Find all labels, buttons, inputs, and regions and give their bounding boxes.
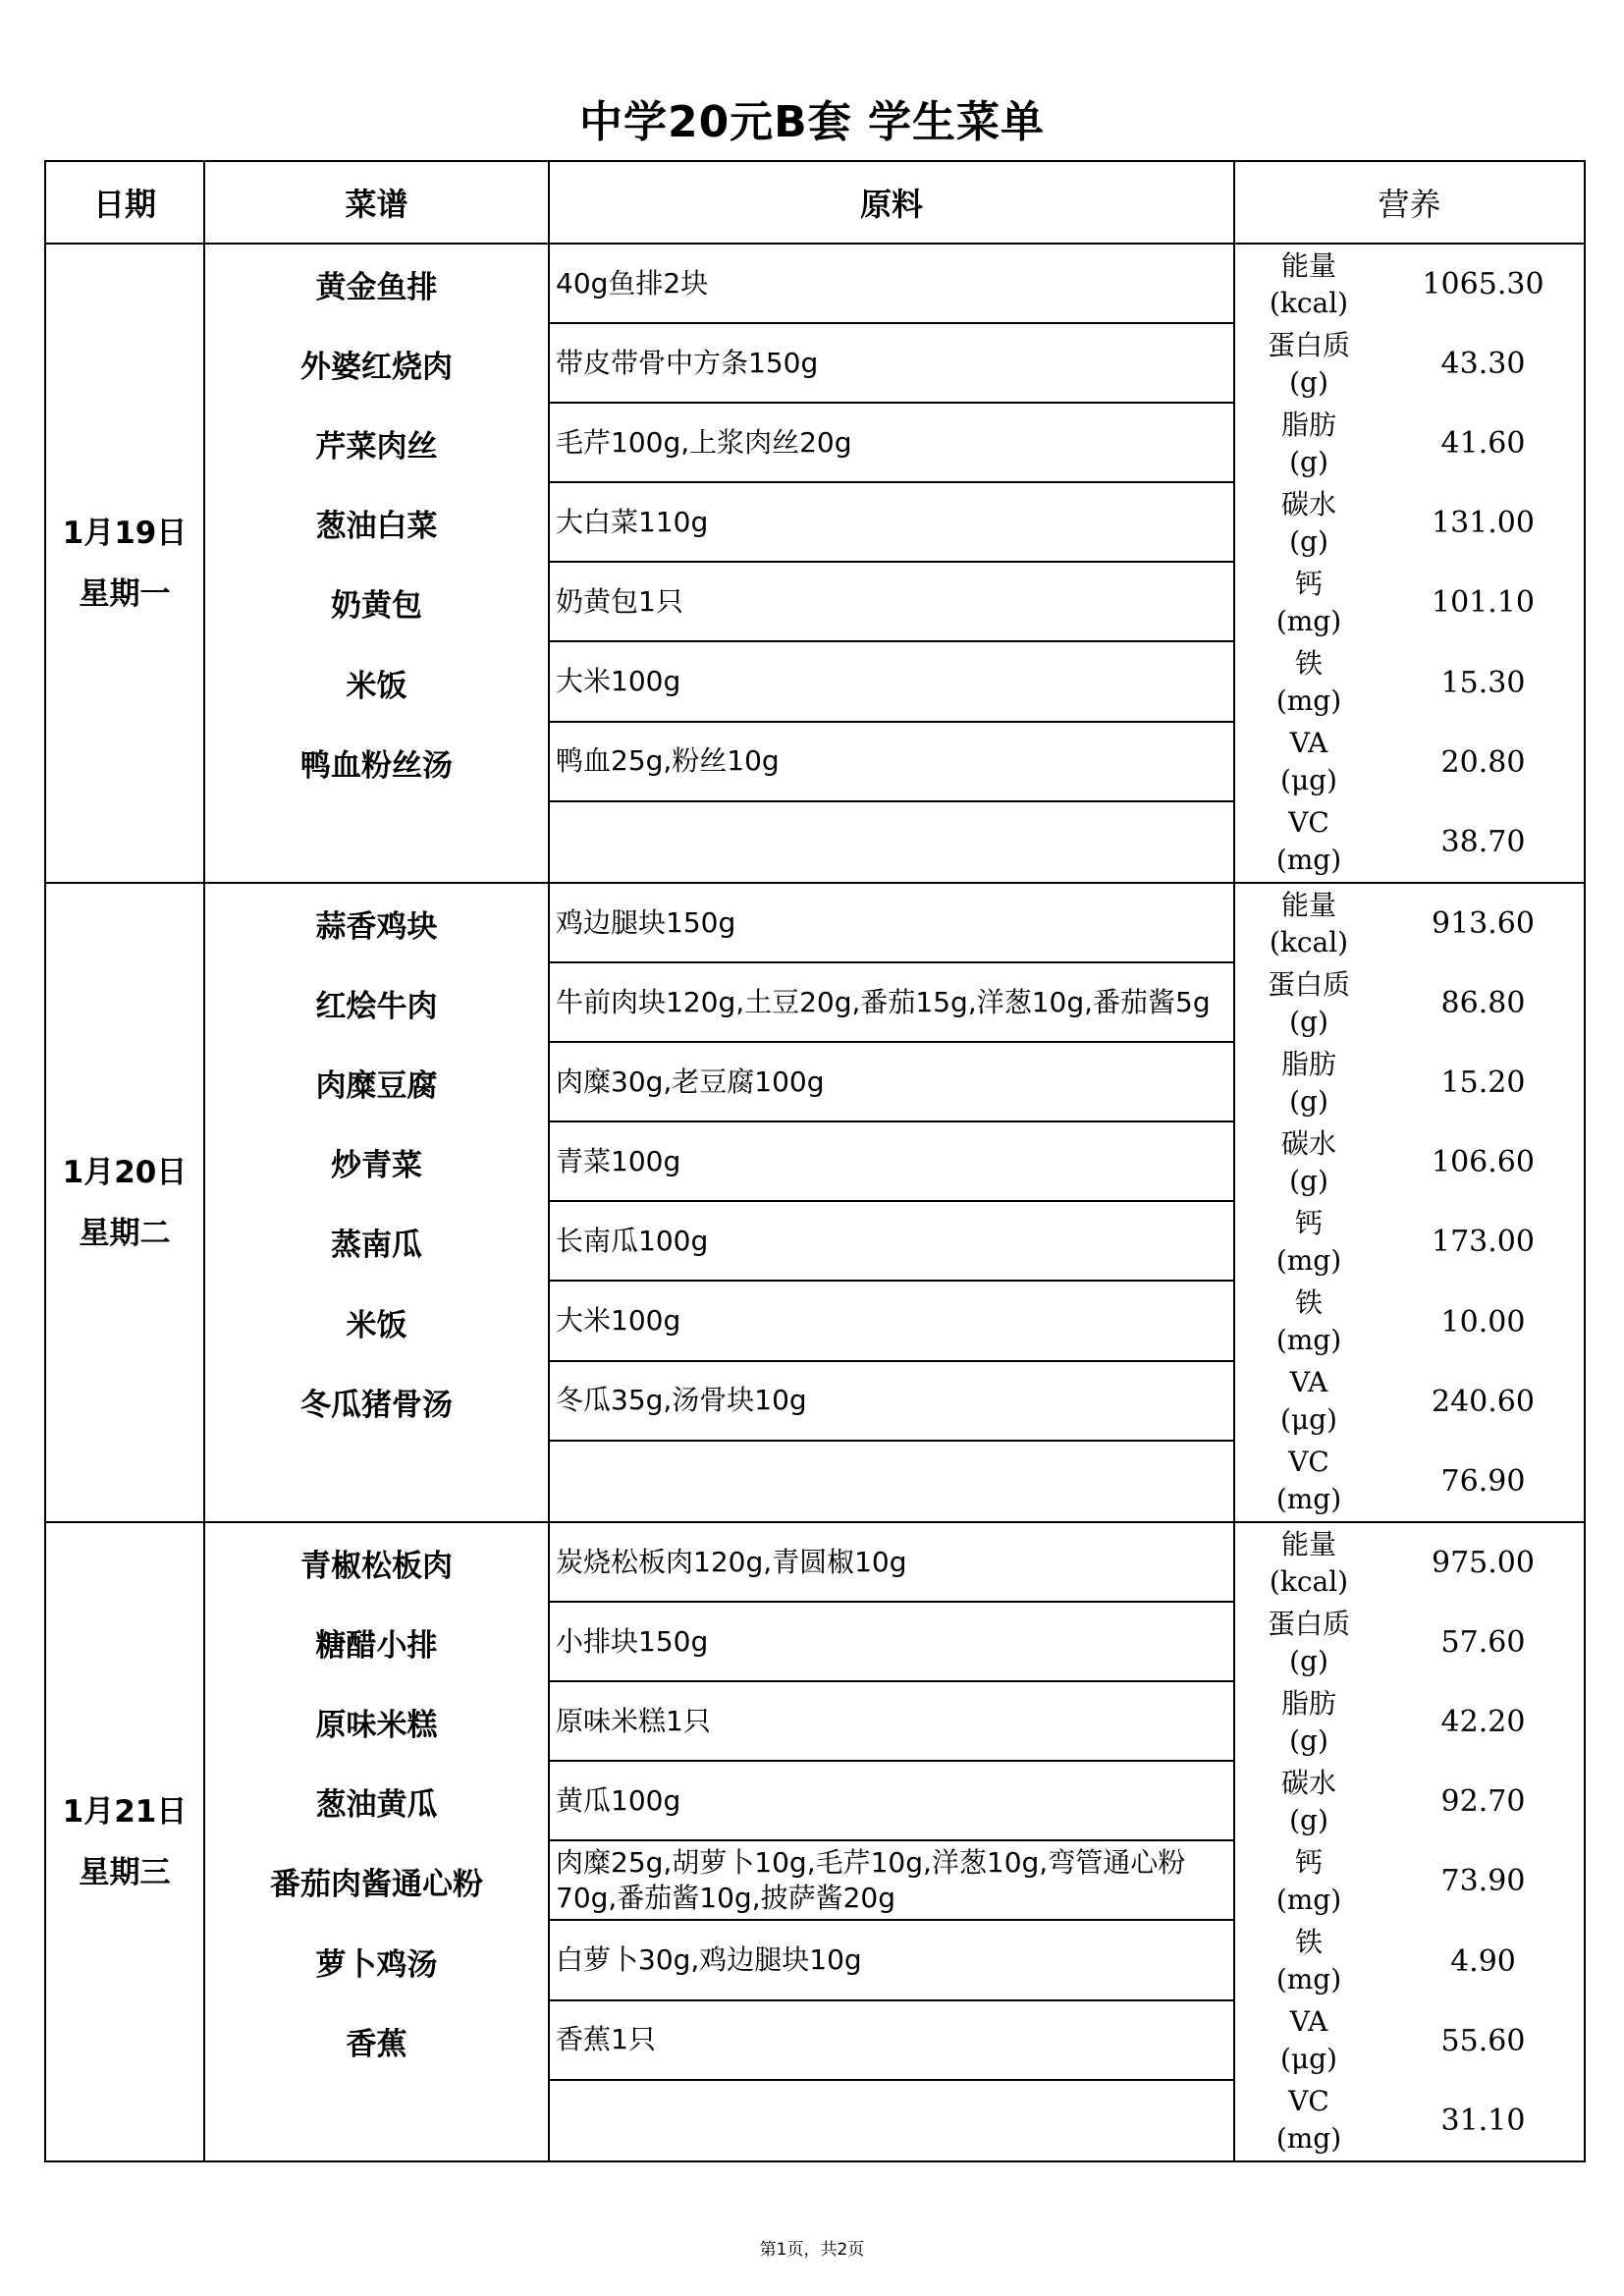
nutrient-name: 钙 xyxy=(1294,1845,1323,1879)
nutrient-value: 4.90 xyxy=(1450,1943,1516,1979)
nutrient-label xyxy=(1235,1685,1382,1760)
ingredient-row: 肉糜25g,胡萝卜10g,毛芹10g,洋葱10g,弯管通心粉70g,番茄酱10g,披萨酱20g xyxy=(550,1841,1233,1921)
nutrition-cell xyxy=(1234,1522,1585,2161)
nutrient-value: 42.20 xyxy=(1440,1705,1526,1740)
nutrition-cell xyxy=(1234,883,1585,1522)
nutrient-name: 能量 xyxy=(1280,888,1336,921)
ingredient-row xyxy=(550,2081,1233,2160)
nutrient-unit: (kcal) xyxy=(1269,925,1349,958)
ingredient-row: 大白菜110g xyxy=(550,483,1233,563)
ingredient-row: 40g鱼排2块 xyxy=(550,245,1233,324)
ingredient-row: 白萝卜30g,鸡边腿块10g xyxy=(550,1921,1233,2000)
nutrient-name: 钙 xyxy=(1294,567,1323,600)
dish-name: 黄金鱼排 xyxy=(315,270,438,306)
ingredient-row: 小排块150g xyxy=(550,1603,1233,1682)
dish-name: 冬瓜猪骨汤 xyxy=(300,1387,453,1423)
nutrition-row xyxy=(1235,884,1584,963)
weekday-label: 星期一 xyxy=(79,575,171,612)
nutrient-name: 碳水 xyxy=(1280,1766,1336,1799)
dish-name: 葱油黄瓜 xyxy=(315,1787,438,1824)
dish-name: 外婆红烧肉 xyxy=(300,350,453,386)
dish-name: 肉糜豆腐 xyxy=(315,1068,438,1105)
date-cell xyxy=(45,883,204,1522)
day-block xyxy=(45,1522,1585,2161)
nutrient-name: VC xyxy=(1288,806,1329,840)
menu-table xyxy=(44,160,1586,2162)
nutrient-name: VA xyxy=(1289,1366,1328,1399)
nutrient-name: 脂肪 xyxy=(1280,1047,1336,1080)
page-number: 第1页，共2页 xyxy=(759,2240,865,2260)
nutrient-unit: (g) xyxy=(1289,365,1328,399)
ingredient-row: 牛前肉块120g,土豆20g,番茄15g,洋葱10g,番茄酱5g xyxy=(550,963,1233,1043)
nutrition-row xyxy=(1235,1043,1584,1122)
ingredient-row: 香蕉1只 xyxy=(550,2001,1233,2081)
nutrient-value: 106.60 xyxy=(1432,1145,1535,1180)
nutrition-row xyxy=(1235,723,1584,802)
nutrient-name: 蛋白质 xyxy=(1267,1607,1350,1640)
nutrient-value: 975.00 xyxy=(1432,1546,1535,1581)
nutrient-label xyxy=(1235,1844,1382,1919)
nutrition-row xyxy=(1235,404,1584,483)
dish-name: 红烩牛肉 xyxy=(315,989,438,1025)
date-label: 1月21日 xyxy=(62,1793,188,1830)
header-nutrition: 营养 xyxy=(1234,161,1585,244)
nutrient-unit: (mg) xyxy=(1275,1883,1342,1916)
ingredient-row: 黄瓜100g xyxy=(550,1762,1233,1841)
nutrient-label xyxy=(1235,1765,1382,1839)
nutrient-label xyxy=(1235,1364,1382,1439)
nutrient-unit: (mg) xyxy=(1275,1324,1342,1357)
nutrient-label xyxy=(1235,1924,1382,1998)
dish-name: 蒜香鸡块 xyxy=(315,909,438,946)
nutrient-name: 蛋白质 xyxy=(1267,328,1350,361)
ingredient-row: 长南瓜100g xyxy=(550,1202,1233,1282)
nutrient-unit: (mg) xyxy=(1275,684,1342,718)
nutrition-row xyxy=(1235,324,1584,404)
dish-name: 原味米糕 xyxy=(315,1708,438,1744)
header-ingredients: 原料 xyxy=(549,161,1234,244)
nutrition-row xyxy=(1235,802,1584,882)
weekday-label: 星期三 xyxy=(79,1854,171,1890)
nutrient-unit: (μg) xyxy=(1280,764,1337,797)
nutrient-label xyxy=(1235,1606,1382,1680)
nutrient-label xyxy=(1235,2003,1382,2078)
nutrition-row xyxy=(1235,1442,1584,1521)
nutrient-label xyxy=(1235,1444,1382,1518)
nutrient-value: 15.20 xyxy=(1440,1066,1526,1101)
ingredient-row: 肉糜30g,老豆腐100g xyxy=(550,1043,1233,1122)
nutrient-value: 173.00 xyxy=(1432,1225,1535,1260)
nutrient-unit: (g) xyxy=(1289,1803,1328,1836)
nutrient-label xyxy=(1235,486,1382,561)
dish-name: 萝卜鸡汤 xyxy=(315,1946,438,1983)
nutrition-row xyxy=(1235,1841,1584,1921)
nutrition-row xyxy=(1235,1523,1584,1603)
nutrient-unit: (mg) xyxy=(1275,1963,1342,1996)
day-block xyxy=(45,883,1585,1522)
nutrient-value: 913.60 xyxy=(1432,906,1535,942)
nutrition-row xyxy=(1235,1921,1584,2000)
nutrient-label xyxy=(1235,327,1382,402)
nutrient-label xyxy=(1235,1526,1382,1601)
nutrient-unit: (mg) xyxy=(1275,1483,1342,1516)
nutrient-value: 76.90 xyxy=(1440,1463,1526,1499)
nutrient-unit: (g) xyxy=(1289,445,1328,478)
nutrition-row xyxy=(1235,1122,1584,1202)
nutrient-unit: (mg) xyxy=(1275,2122,1342,2156)
nutrient-value: 41.60 xyxy=(1440,426,1526,462)
nutrient-label xyxy=(1235,247,1382,322)
ingredient-row xyxy=(550,802,1233,882)
ingredient-row: 炭烧松板肉120g,青圆椒10g xyxy=(550,1523,1233,1603)
dish-name: 葱油白菜 xyxy=(315,509,438,545)
nutrient-value: 10.00 xyxy=(1440,1304,1526,1339)
nutrient-label xyxy=(1235,887,1382,961)
nutrient-value: 131.00 xyxy=(1432,506,1535,541)
nutrient-name: 钙 xyxy=(1294,1206,1323,1239)
nutrient-label xyxy=(1235,1125,1382,1200)
nutrition-row xyxy=(1235,1682,1584,1762)
nutrient-value: 38.70 xyxy=(1440,824,1526,859)
dish-cell xyxy=(204,1522,549,2161)
ingredient-row: 带皮带骨中方条150g xyxy=(550,324,1233,404)
dish-name: 奶黄包 xyxy=(331,588,422,625)
ingredient-row: 大米100g xyxy=(550,1282,1233,1361)
nutrient-unit: (μg) xyxy=(1280,1403,1337,1437)
nutrient-label xyxy=(1235,966,1382,1041)
dish-name xyxy=(205,1442,548,1521)
nutrient-name: VA xyxy=(1289,2005,1328,2039)
dish-name: 芹菜肉丝 xyxy=(315,429,438,465)
nutrient-value: 15.30 xyxy=(1440,665,1526,700)
nutrient-value: 240.60 xyxy=(1432,1384,1535,1419)
nutrient-value: 20.80 xyxy=(1440,744,1526,780)
nutrition-row xyxy=(1235,1362,1584,1442)
nutrition-row xyxy=(1235,563,1584,642)
header-date: 日期 xyxy=(45,161,204,244)
nutrient-label xyxy=(1235,1046,1382,1121)
nutrient-unit: (mg) xyxy=(1275,604,1342,637)
nutrition-row xyxy=(1235,245,1584,324)
table-header-row xyxy=(45,161,1585,244)
nutrient-name: 脂肪 xyxy=(1280,1686,1336,1720)
nutrient-name: 碳水 xyxy=(1280,1126,1336,1160)
dish-name: 香蕉 xyxy=(346,2026,407,2062)
nutrient-label xyxy=(1235,645,1382,720)
nutrient-unit: (g) xyxy=(1289,1723,1328,1757)
nutrient-unit: (g) xyxy=(1289,1084,1328,1118)
ingredient-row: 毛芹100g,上浆肉丝20g xyxy=(550,404,1233,483)
nutrient-label xyxy=(1235,407,1382,481)
nutrition-row xyxy=(1235,2081,1584,2160)
nutrition-row xyxy=(1235,1202,1584,1282)
ingredient-row: 原味米糕1只 xyxy=(550,1682,1233,1762)
nutrient-value: 73.90 xyxy=(1440,1864,1526,1899)
dish-name xyxy=(205,2081,548,2160)
ingredients-cell xyxy=(549,244,1234,883)
nutrient-value: 86.80 xyxy=(1440,986,1526,1021)
dish-name: 炒青菜 xyxy=(331,1148,422,1184)
day-block xyxy=(45,244,1585,883)
nutrition-row xyxy=(1235,1603,1584,1682)
header-dish: 菜谱 xyxy=(204,161,549,244)
ingredient-row: 冬瓜35g,汤骨块10g xyxy=(550,1362,1233,1442)
dish-name: 鸭血粉丝汤 xyxy=(300,747,453,784)
nutrition-row xyxy=(1235,642,1584,722)
date-label: 1月19日 xyxy=(62,515,188,551)
nutrition-row xyxy=(1235,2001,1584,2081)
nutrient-unit: (g) xyxy=(1289,524,1328,558)
nutrient-name: VC xyxy=(1288,1446,1329,1479)
nutrient-name: VA xyxy=(1289,727,1328,760)
nutrient-name: 蛋白质 xyxy=(1267,967,1350,1001)
ingredient-row: 鸡边腿块150g xyxy=(550,884,1233,963)
nutrient-unit: (kcal) xyxy=(1269,286,1349,319)
dish-name: 青椒松板肉 xyxy=(300,1549,453,1585)
nutrient-label xyxy=(1235,1205,1382,1280)
ingredients-cell xyxy=(549,1522,1234,2161)
nutrient-value: 1065.30 xyxy=(1422,267,1544,302)
date-cell xyxy=(45,244,204,883)
nutrition-row xyxy=(1235,1282,1584,1361)
ingredient-row: 奶黄包1只 xyxy=(550,563,1233,642)
ingredient-row: 青菜100g xyxy=(550,1122,1233,1202)
nutrient-value: 101.10 xyxy=(1432,585,1535,621)
nutrition-cell xyxy=(1234,244,1585,883)
ingredient-row xyxy=(550,1442,1233,1521)
nutrient-label xyxy=(1235,566,1382,640)
dish-name: 番茄肉酱通心粉 xyxy=(270,1867,483,1903)
dish-name: 糖醋小排 xyxy=(315,1628,438,1665)
nutrient-name: VC xyxy=(1288,2085,1329,2118)
nutrient-value: 92.70 xyxy=(1440,1784,1526,1820)
nutrient-value: 55.60 xyxy=(1440,2023,1526,2058)
nutrient-name: 能量 xyxy=(1280,248,1336,282)
nutrient-name: 铁 xyxy=(1294,1926,1323,1959)
nutrient-unit: (mg) xyxy=(1275,1243,1342,1277)
nutrient-value: 43.30 xyxy=(1440,347,1526,382)
page-title: 中学20元B套 学生菜单 xyxy=(578,97,1046,147)
nutrient-unit: (g) xyxy=(1289,1005,1328,1038)
nutrient-unit: (g) xyxy=(1289,1164,1328,1197)
nutrition-row xyxy=(1235,963,1584,1043)
dish-name: 米饭 xyxy=(346,1307,407,1343)
nutrient-unit: (g) xyxy=(1289,1644,1328,1677)
nutrient-value: 31.10 xyxy=(1440,2103,1526,2138)
dish-name: 蒸南瓜 xyxy=(331,1228,422,1264)
dish-cell xyxy=(204,883,549,1522)
weekday-label: 星期二 xyxy=(79,1215,171,1251)
date-label: 1月20日 xyxy=(62,1154,188,1190)
dish-name: 米饭 xyxy=(346,668,407,704)
date-cell xyxy=(45,1522,204,2161)
nutrient-name: 铁 xyxy=(1294,647,1323,681)
nutrition-row xyxy=(1235,1762,1584,1841)
nutrient-unit: (mg) xyxy=(1275,844,1342,877)
nutrient-name: 铁 xyxy=(1294,1286,1323,1320)
nutrient-name: 能量 xyxy=(1280,1527,1336,1560)
nutrient-name: 碳水 xyxy=(1280,487,1336,520)
dish-cell xyxy=(204,244,549,883)
nutrient-label xyxy=(1235,804,1382,879)
ingredient-row: 鸭血25g,粉丝10g xyxy=(550,723,1233,802)
ingredient-row: 大米100g xyxy=(550,642,1233,722)
nutrient-label xyxy=(1235,2083,1382,2158)
nutrient-label xyxy=(1235,1285,1382,1359)
nutrient-label xyxy=(1235,725,1382,799)
nutrient-value: 57.60 xyxy=(1440,1625,1526,1661)
dish-name xyxy=(205,802,548,882)
nutrient-name: 脂肪 xyxy=(1280,408,1336,441)
ingredients-cell xyxy=(549,883,1234,1522)
nutrition-row xyxy=(1235,483,1584,563)
nutrient-unit: (kcal) xyxy=(1269,1564,1349,1598)
nutrient-unit: (μg) xyxy=(1280,2043,1337,2076)
